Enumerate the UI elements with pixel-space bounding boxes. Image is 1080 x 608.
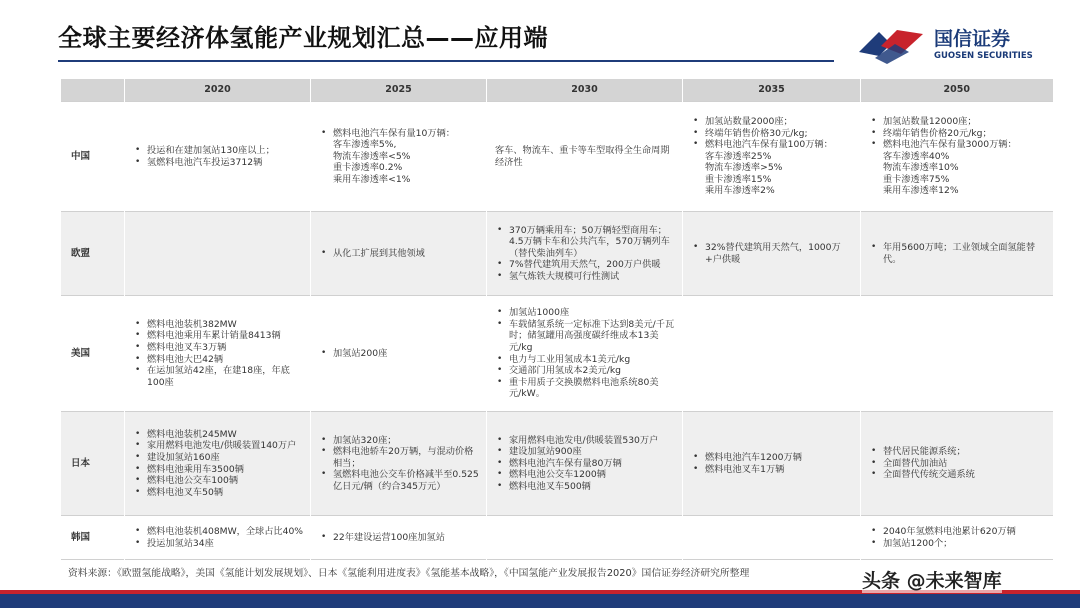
table-cell — [683, 102, 861, 212]
list-item: • 投运加氢站34座 — [133, 538, 306, 550]
list-item: • 燃料电池公交车1200辆 — [495, 469, 678, 481]
list-item: 乘用车渗透率<1% — [333, 173, 411, 185]
list-item: • 加氢站200座 — [319, 348, 482, 360]
list-item: • 氢燃料电池公交车价格减半至0.525亿日元/辆（约合345万元） — [319, 469, 482, 492]
table-cell — [125, 102, 311, 212]
table-cell — [125, 212, 311, 296]
table-cell — [861, 412, 1053, 516]
column-header-year: 2020 — [125, 79, 311, 102]
logo-text-en: GUOSEN SECURITIES — [934, 51, 1033, 61]
hydrogen-plan-table — [60, 79, 1053, 560]
list-item: • 燃料电池大巴42辆 — [133, 354, 306, 366]
table-cell — [683, 296, 861, 412]
list-item: • 家用燃料电池发电/供暖装置530万户 — [495, 435, 678, 447]
list-item: • 重卡用质子交换膜燃料电池系统80美元/kW。 — [495, 377, 678, 400]
list-item: • 燃料电池乘用车累计销量8413辆 — [133, 330, 306, 342]
guosen-logo-icon — [857, 24, 927, 64]
list-item: • 在运加氢站42座，在建18座，年底100座 — [133, 365, 306, 388]
table-cell — [487, 212, 683, 296]
list-item: • 燃料电池汽车保有量3000万辆： — [869, 139, 1049, 151]
region-label: 美国 — [61, 296, 125, 412]
list-item: 物流车渗透率10% — [883, 162, 959, 174]
list-item: • 终端年销售价格30元/kg; — [691, 128, 856, 140]
table-cell — [487, 412, 683, 516]
region-label: 韩国 — [61, 516, 125, 560]
list-item: 客车渗透率25% — [705, 150, 772, 162]
list-item: • 建设加氢站160座 — [133, 452, 306, 464]
table-cell — [861, 516, 1053, 560]
list-item: • 全面替代传统交通系统 — [869, 469, 1049, 481]
table-cell — [683, 212, 861, 296]
logo-text-cn: 国信证券 — [934, 28, 1011, 50]
table-cell — [311, 102, 487, 212]
list-item: • 电力与工业用氢成本1美元/kg — [495, 354, 678, 366]
region-label: 欧盟 — [61, 212, 125, 296]
table-cell — [311, 412, 487, 516]
table-cell — [683, 412, 861, 516]
list-item: • 燃料电池乘用车3500辆 — [133, 464, 306, 476]
list-item: • 燃料电池叉车50辆 — [133, 487, 306, 499]
table-cell — [125, 516, 311, 560]
list-item: • 燃料电池叉车500辆 — [495, 481, 678, 493]
list-item: • 车载储氢系统一定标准下达到8美元/千瓦时；储氢罐用高强度碳纤维成本13美元/kg — [495, 319, 678, 354]
list-item: 重卡渗透率15% — [705, 173, 772, 185]
page-title: 全球主要经济体氢能产业规划汇总——应用端 — [58, 24, 548, 52]
table-row — [61, 516, 1053, 560]
list-item: • 燃料电池公交车100辆 — [133, 475, 306, 487]
list-item: 物流车渗透率>5% — [705, 162, 783, 174]
list-item: • 加氢站数量2000座； — [691, 116, 856, 128]
column-header-year: 2025 — [311, 79, 487, 102]
list-item: • 燃料电池轿车20万辆，与混动价格相当； — [319, 446, 482, 469]
list-item: • 燃料电池汽车保有量80万辆 — [495, 458, 678, 470]
list-item: • 2040年氢燃料电池累计620万辆 — [869, 526, 1049, 538]
list-item: 客车渗透率40% — [883, 150, 950, 162]
list-item: • 从化工扩展到其他领域 — [319, 248, 482, 260]
table-cell — [311, 212, 487, 296]
list-item: • 燃料电池汽车保有量10万辆： — [319, 128, 482, 140]
list-item: • 投运和在建加氢站130座以上； — [133, 145, 306, 157]
table-cell — [487, 102, 683, 212]
column-header-year: 2030 — [487, 79, 683, 102]
table-row — [61, 102, 1053, 212]
list-item: • 燃料电池装机408MW，全球占比40% — [133, 526, 306, 538]
column-header-year: 2035 — [683, 79, 861, 102]
list-item: • 氢气炼铁大规模可行性测试 — [495, 271, 678, 283]
table-cell — [125, 412, 311, 516]
table-cell — [311, 296, 487, 412]
list-item: • 燃料电池叉车1万辆 — [691, 464, 856, 476]
table-cell — [861, 102, 1053, 212]
table-row — [61, 412, 1053, 516]
list-item: • 燃料电池装机245MW — [133, 429, 306, 441]
footer-bar — [0, 594, 1080, 608]
list-item: • 加氢站数量12000座； — [869, 116, 1049, 128]
list-item: • 年用5600万吨；工业领域全面氢能替代。 — [869, 242, 1049, 265]
table-cell — [487, 516, 683, 560]
list-item: • 7%替代建筑用天然气，200万户供暖 — [495, 259, 678, 271]
list-item: • 全面替代加油站 — [869, 458, 1049, 470]
table-header-row — [61, 79, 1053, 102]
list-item: • 交通部门用氢成本2美元/kg — [495, 365, 678, 377]
region-label: 中国 — [61, 102, 125, 212]
list-item: • 氢燃料电池汽车投运3712辆 — [133, 157, 306, 169]
list-item: • 22年建设运营100座加氢站 — [319, 532, 482, 544]
table-row — [61, 212, 1053, 296]
list-item: • 370万辆乘用车；50万辆轻型商用车；4.5万辆卡车和公共汽车，570万辆列车（替代柴油列车） — [495, 225, 678, 260]
list-item: • 加氢站1200个； — [869, 538, 1049, 550]
table-cell — [487, 296, 683, 412]
list-item: • 加氢站320座； — [319, 435, 482, 447]
table-cell — [861, 212, 1053, 296]
list-item: • 家用燃料电池发电/供暖装置140万户 — [133, 440, 306, 452]
list-item: • 加氢站1000座 — [495, 307, 678, 319]
source-note: 资料来源：《欧盟氢能战略》，美国《氢能计划发展规划》、日本《氢能利用进度表》《氢能基本战略》，《中国氢能产业发展报告2020》国信证券经济研究所整理 — [68, 568, 750, 579]
list-item: • 建设加氢站900座 — [495, 446, 678, 458]
list-item: 乘用车渗透率12% — [883, 185, 959, 197]
list-item: • 燃料电池叉车3万辆 — [133, 342, 306, 354]
list-item: • 32%替代建筑用天然气，1000万+户供暖 — [691, 242, 856, 265]
list-item: 重卡渗透率0.2% — [333, 162, 403, 174]
table-cell — [125, 296, 311, 412]
title-divider — [58, 60, 834, 62]
watermark: 头条 @未来智库 — [862, 566, 1002, 593]
list-item: 物流车渗透率<5% — [333, 150, 411, 162]
table-cell — [861, 296, 1053, 412]
region-label: 日本 — [61, 412, 125, 516]
list-item: 客车、物流车、重卡等车型取得全生命周期经济性 — [495, 144, 670, 168]
column-header-region — [61, 79, 125, 102]
list-item: • 替代居民能源系统； — [869, 446, 1049, 458]
list-item: • 燃料电池汽车保有量100万辆： — [691, 139, 856, 151]
table-cell — [683, 516, 861, 560]
list-item: 客车渗透率5%, — [333, 139, 397, 151]
list-item: 重卡渗透率75% — [883, 173, 950, 185]
column-header-year: 2050 — [861, 79, 1053, 102]
list-item: 乘用车渗透率2% — [705, 185, 775, 197]
list-item: • 燃料电池装机382MW — [133, 319, 306, 331]
table-cell — [311, 516, 487, 560]
table-row — [61, 296, 1053, 412]
list-item: • 终端年销售价格20元/kg； — [869, 128, 1049, 140]
list-item: • 燃料电池汽车1200万辆 — [691, 452, 856, 464]
